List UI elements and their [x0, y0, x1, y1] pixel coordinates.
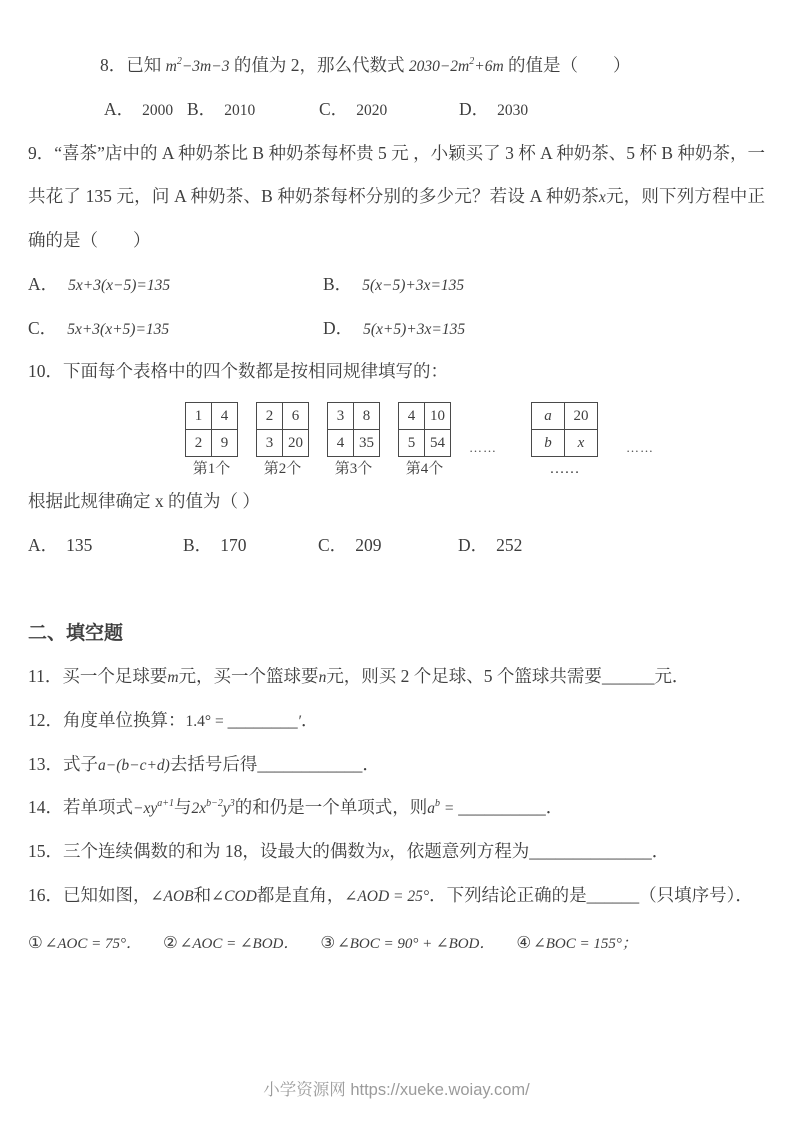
option-label: C． — [318, 534, 348, 555]
stem-text: 已知如图， — [63, 884, 151, 905]
option-equation: 5x+3(x+5)=135 — [67, 320, 170, 338]
circled-number: ③ — [320, 932, 336, 952]
option-value: 135 — [66, 534, 93, 555]
question-10-options — [28, 524, 765, 568]
statement-text: ∠BOC = 155°； — [533, 935, 637, 952]
math-superscript: 3 — [229, 798, 235, 810]
prime-symbol: ′ — [297, 712, 301, 730]
math-superscript: a+1 — [157, 798, 174, 810]
question-number: 12． — [28, 709, 63, 730]
math-var: m — [167, 669, 179, 687]
stem-text: ． — [362, 753, 380, 774]
question-15 — [28, 830, 765, 874]
question-number: 10． — [28, 361, 63, 382]
stem-text: 元，则下列方程中正确的是（ ） — [28, 186, 766, 250]
statement-item — [28, 922, 141, 965]
stem-text: ．下列结论正确的是 — [429, 884, 587, 905]
question-8-stem — [100, 44, 765, 88]
question-number: 14． — [28, 797, 63, 818]
option — [28, 307, 323, 351]
statement-item — [163, 922, 298, 965]
rule-table-n — [531, 402, 598, 480]
stem-text: 已知 — [126, 55, 166, 75]
math-var: a — [427, 800, 435, 818]
table-label: 第3个 — [334, 461, 373, 477]
rule-table-1 — [185, 402, 238, 480]
option-label: A． — [28, 273, 59, 294]
stem-text: ． — [651, 841, 670, 862]
table-cell: 2 — [186, 430, 212, 457]
table-cell: 54 — [425, 430, 451, 457]
statement-item — [516, 922, 637, 965]
stem-text: 三个连续偶数的和为 18，设最大的偶数为 — [63, 841, 383, 862]
angle-expr: ∠AOB — [150, 887, 194, 905]
option-label: D． — [458, 534, 489, 555]
math-superscript: b−2 — [206, 798, 223, 810]
math-var: n — [318, 669, 327, 687]
stem-text: 元，买一个篮球要 — [178, 666, 319, 687]
option-label: A． — [104, 98, 135, 119]
circled-number: ④ — [516, 932, 532, 952]
math-var: x — [598, 189, 606, 207]
question-8-options — [100, 88, 765, 132]
statement-text: ∠AOC = 75°． — [44, 935, 141, 952]
statement-item — [320, 922, 494, 965]
question-13 — [28, 743, 765, 787]
option-label: B． — [183, 534, 213, 555]
stem-text: 和 — [193, 884, 212, 905]
question-14 — [28, 786, 765, 830]
math-expr: y — [222, 800, 230, 818]
option-label: B． — [323, 273, 353, 294]
angle-expr: ∠COD — [211, 887, 257, 905]
stem-text: （只填序号）． — [639, 884, 753, 905]
stem-text: ． — [300, 709, 319, 730]
math-expr: 1.4° = — [185, 712, 228, 730]
table-cell: 5 — [399, 430, 425, 457]
question-10 — [28, 350, 765, 567]
option — [28, 263, 323, 307]
math-expr: −3m−3 — [181, 58, 230, 75]
option-value: 2030 — [497, 101, 529, 119]
math-expr: −xy — [133, 800, 158, 818]
option-label: D． — [323, 317, 354, 338]
option — [319, 88, 459, 132]
option-label: B． — [187, 98, 217, 119]
stem-text: 都是直角， — [256, 884, 345, 905]
stem-text: 与 — [173, 797, 192, 818]
option-value: 2000 — [142, 101, 174, 119]
math-superscript: 2 — [469, 56, 475, 68]
stem-text: 买一个足球要 — [62, 666, 168, 687]
question-number: 11． — [28, 666, 63, 687]
math-superscript: b — [435, 798, 440, 810]
statement-text: ∠BOC = 90° + ∠BOD． — [337, 935, 495, 952]
option-equation: 5(x+5)+3x=135 — [363, 320, 466, 338]
option — [323, 307, 765, 351]
table-label: 第2个 — [263, 461, 302, 477]
table-cell: x — [565, 430, 598, 457]
stem-text: 的值为 2，那么代数式 — [229, 55, 409, 75]
question-number: 8． — [100, 55, 127, 75]
option-value: 170 — [220, 534, 247, 555]
math-expr: = — [440, 800, 459, 818]
math-expr: 2030−2m — [408, 58, 470, 75]
table-cell: 35 — [354, 430, 380, 457]
section-title: 二、填空题 — [28, 622, 124, 644]
circled-number: ② — [163, 932, 178, 952]
option — [323, 263, 765, 307]
table-label: 第4个 — [405, 461, 444, 477]
option — [187, 88, 319, 132]
math-superscript: 2 — [176, 56, 182, 68]
stem-text: 去括号后得 — [169, 753, 258, 774]
option-equation: 5(x−5)+3x=135 — [362, 276, 465, 294]
option-value: 2010 — [224, 101, 256, 119]
blank-line: ______ — [601, 666, 655, 687]
option — [183, 524, 318, 568]
question-9-stem — [28, 132, 765, 263]
option-value: 2020 — [356, 101, 388, 119]
table-label: …… — [549, 461, 580, 477]
question-number: 16． — [28, 884, 63, 905]
rule-tables — [185, 402, 765, 480]
stem-text: “喜茶”店中的 A 种奶茶比 B 种奶茶每杯贵 5 元 ，小颖买了 3 杯 A 种奶茶、5 杯 B 种奶茶，一共花了 135 元，问 A 种奶茶、B 种奶茶每杯分别的多少元？若设 A 种奶茶 — [28, 142, 765, 207]
question-10-stem — [28, 350, 765, 394]
question-10-followup — [28, 480, 765, 524]
blank-line: ______________ — [529, 841, 652, 862]
circled-number: ① — [28, 932, 43, 952]
question-16 — [28, 874, 765, 965]
blank-line: ____________ — [257, 753, 363, 774]
math-expr: a−(b−c+d) — [98, 756, 170, 774]
question-9-options — [28, 263, 765, 351]
option — [458, 524, 522, 568]
stem-text: 元． — [654, 666, 690, 687]
statement-text: ∠AOC = ∠BOD． — [179, 935, 299, 952]
stem-text: 元，则买 2 个足球、5 个篮球共需要 — [326, 666, 602, 687]
table-cell: 8 — [354, 403, 380, 430]
option-label: C． — [28, 317, 58, 338]
question-16-stem — [28, 874, 765, 918]
stem-text: ． — [545, 797, 564, 818]
stem-text: 式子 — [63, 753, 98, 774]
angle-expr: ∠AOD = 25° — [344, 887, 430, 905]
math-var: x — [154, 491, 164, 511]
table-cell: 10 — [425, 403, 451, 430]
stem-text: 角度单位换算： — [63, 709, 186, 730]
option-value: 252 — [496, 534, 523, 555]
table-label: 第1个 — [192, 461, 231, 477]
math-expr: +6m — [474, 58, 504, 75]
math-expr: m — [165, 58, 177, 75]
option — [104, 88, 187, 132]
stem-text: 的值为（ ） — [163, 491, 260, 511]
question-9 — [28, 132, 765, 351]
question-8 — [100, 44, 765, 132]
rule-table-4 — [398, 402, 451, 480]
stem-text: 下面每个表格中的四个数都是按相同规律填写的： — [63, 361, 448, 382]
stem-text: 的和仍是一个单项式，则 — [234, 797, 428, 818]
table-cell: 4 — [328, 430, 354, 457]
option — [28, 524, 183, 568]
table-cell: 20 — [283, 430, 309, 457]
stem-text: ，依题意列方程为 — [389, 841, 530, 862]
option-label: A． — [28, 534, 59, 555]
option-label: C． — [319, 98, 349, 119]
question-16-statements — [28, 922, 765, 965]
table-cell: a — [532, 403, 565, 430]
table-cell: 4 — [212, 403, 238, 430]
table-cell: 3 — [328, 403, 354, 430]
table-cell: 9 — [212, 430, 238, 457]
ellipsis: …… — [626, 440, 654, 455]
blank-line: ________ — [227, 709, 298, 730]
option — [459, 88, 528, 132]
question-number: 9． — [28, 142, 55, 163]
question-number: 13． — [28, 753, 63, 774]
table-cell: 20 — [565, 403, 598, 430]
stem-text: 若单项式 — [63, 797, 133, 818]
table-cell: 3 — [257, 430, 283, 457]
option — [318, 524, 458, 568]
question-11 — [28, 655, 765, 699]
stem-text: 的值是（ ） — [503, 55, 631, 75]
math-expr: 2x — [191, 800, 207, 818]
table-cell: 1 — [186, 403, 212, 430]
stem-text: 根据此规律确定 — [28, 491, 155, 511]
rule-table-2 — [256, 402, 309, 480]
blank-line: ______ — [586, 884, 640, 905]
footer-watermark: 小学资源网 https://xueke.woiay.com/ — [263, 1081, 530, 1099]
question-12 — [28, 699, 765, 743]
table-cell: 2 — [257, 403, 283, 430]
rule-table-3 — [327, 402, 380, 480]
table-cell: 4 — [399, 403, 425, 430]
ellipsis: …… — [469, 440, 497, 455]
option-label: D． — [459, 98, 490, 119]
blank-line: __________ — [458, 797, 546, 818]
option-equation: 5x+3(x−5)=135 — [68, 276, 171, 294]
table-cell: 6 — [283, 403, 309, 430]
question-number: 15． — [28, 841, 63, 862]
option-value: 209 — [355, 534, 382, 555]
math-var: x — [382, 844, 390, 862]
table-cell: b — [532, 430, 565, 457]
